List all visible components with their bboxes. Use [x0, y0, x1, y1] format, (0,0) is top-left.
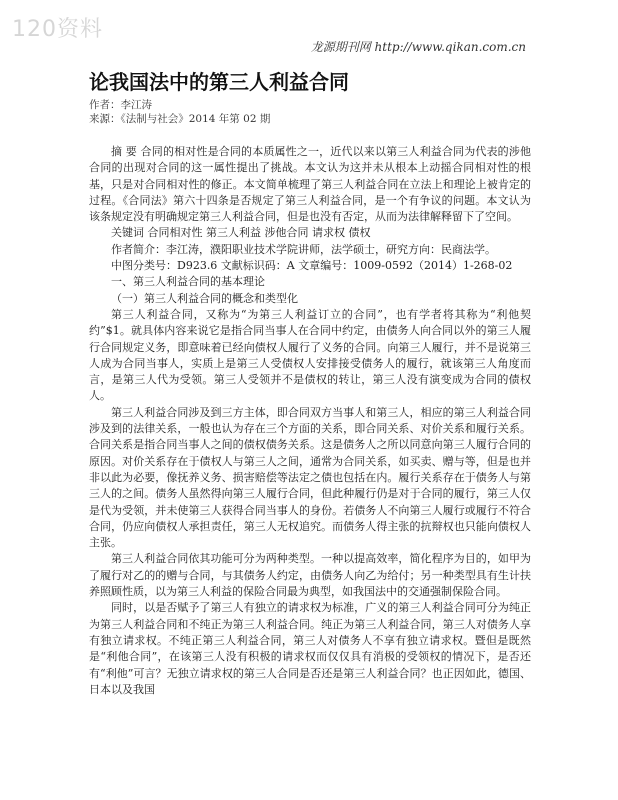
- subsection-heading: （一）第三人利益合同的概念和类型化: [111, 291, 298, 305]
- body-paragraph-1: 第三人利益合同，又称为“为第三人利益订立的合同”，也有学者将其称为“利他契约”$1。就具体内容来说它是指合同当事人在合同中约定，由债务人向合同以外的第三人履行合同规定义务，即意味着已经向债权人履行了义务的合同。向第三人履行，并不是说第三人成为合同当事人，实质上是第三人受债权人安排接受债务人的履行，就该第三人角度而言，是第三人代为受领。第三人受领并不是债权的转让，第三人没有演变成为合同的债权人。: [89, 307, 531, 403]
- body-paragraph-3: 第三人利益合同依其功能可分为两种类型。一种以提高效率，简化程序为目的，如甲为了履行对乙的的赠与合同，与其债务人约定，由债务人向乙为给付；另一种类型具有生计扶养照顾性质，以为第三人利益的保险合同最为典型，如我国法中的交通强制保险合同。: [89, 552, 531, 599]
- body-paragraph-4: 同时，以是否赋予了第三人有独立的请求权为标准，广义的第三人利益合同可分为纯正为第三人利益合同和不纯正为第三人利益合同。纯正为第三人利益合同，第三人对债务人享有独立请求权。不纯正第三人利益合同，第三人对债务人不享有独立请求权。暨但是既然是“利他合同”，在该第三人没有积极的请求权而仅仅具有消极的受领权的情况下，是否还有“利他”可言？无独立请求权的第三人合同是否还是第三人利益合同？也正因如此，德国、日本以及我国: [89, 601, 531, 696]
- keywords: 关键词 合同相对性 第三人利益 涉他合同 请求权 债权: [111, 226, 371, 240]
- body-paragraph-2: 第三人利益合同涉及到三方主体，即合同双方当事人和第三人，相应的第三人利益合同涉及到的法律关系，一般也认为存在三个方面的关系，即合同关系、对价关系和履行关系。合同关系是指合同当事人之间的债权债务关系。这是债务人之所以同意向第三人履行合同的原因。对价关系存在于债权人与第三人之间，通常为合同关系，如买卖、赠与等，但是也并非以此为必要，像抚养义务、损害赔偿等法定之债也包括在内。履行关系存在于债务人与第三人的之间。债务人虽然得向第三人履行合同，但此种履行仍是对于合同的履行，第三人仅是代为受领，并未使第三人获得合同当事人的身份。若债务人不向第三人履行或履行不符合合同，仍应向债权人承担责任，第三人无权追究。而债务人得主张的抗辩权也只能向债权人主张。: [89, 405, 531, 550]
- article: [89, 70, 531, 698]
- source-line: 来源：《法制与社会》2014 年第 02 期: [89, 113, 271, 125]
- author-bio: 作者简介：李江涛，濮阳职业技术学院讲师，法学硕士，研究方向：民商法学。: [111, 242, 496, 256]
- site-header[interactable]: 龙源期刊网 http://www.qikan.com.cn: [310, 40, 526, 54]
- section-heading: 一、第三人利益合同的基本理论: [111, 275, 265, 289]
- spacer: [89, 126, 531, 144]
- author-line: 作者：李江涛: [89, 99, 152, 111]
- abstract: 摘 要 合同的相对性是合同的本质属性之一，近代以来以第三人利益合同为代表的涉他合同的出现对合同的这一属性提出了挑战。本文认为这并未从根本上动摇合同相对性的根基，只是对合同相对性的修正。本文简单梳理了第三人利益合同在立法上和理论上被肯定的过程。《合同法》第六十四条是否规定了第三人利益合同，是一个有争议的问题。本文认为该条规定没有明确规定第三人利益合同，但是也没有否定，从而为法律解释留下了空间。: [89, 145, 531, 224]
- page-title: 论我国法中的第三人利益合同: [89, 70, 349, 94]
- classification: 中图分类号：D923.6 文献标识码：A 文章编号：1009-0592（2014）1-268-02: [111, 259, 513, 273]
- watermark-logo: 120资料: [12, 17, 103, 42]
